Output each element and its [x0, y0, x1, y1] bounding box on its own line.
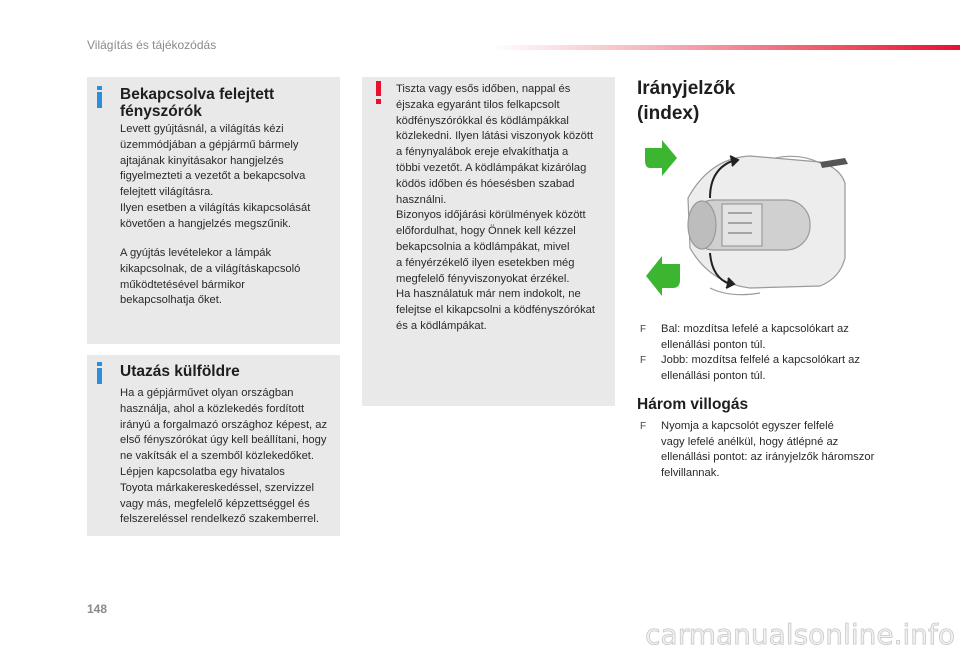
section-title: Világítás és tájékozódás — [87, 38, 217, 52]
green-arrow-left-icon — [646, 256, 680, 296]
lever-icon — [820, 158, 848, 168]
info-box-title: Utazás külföldre — [120, 363, 240, 380]
info-box-travel-abroad — [87, 355, 340, 536]
info-box-paragraph: Ha a gépjárművet olyan országban használja, ahol a közlekedés fordított irányú a forgalmazó országhoz képest, az első fényszórókat úgy kell beállítani, hogy ne vakítsák el a szemből közlekedőket. Lépjen kapcsolatba egy hivatalos Toyota márkakereskedéssel, szervizzel vagy más, megfelelő képzettséggel és felszereléssel rendelkező szakemberrel. — [120, 387, 328, 526]
warning-icon — [376, 81, 381, 104]
watermark-text: carmanualsonline.info — [645, 618, 955, 649]
warning-paragraph: Tiszta vagy esős időben, nappal és éjszaka egyaránt tilos felkapcsolt ködfényszórókkal és ködlámpákkal közlekedni. Ilyen látási viszonyok között a fénynyalábok ereje elvakíthatja a többi vezetőt. A ködlámpákat kizárólag ködös időben és hóesésben szabad használni. Bizonyos időjárási körülmények között előfordulhat, hogy Önnek kell kézzel bekapcsolnia a ködlámpákat, mivel a fényérzékelő ilyen esetekben még megfelelő fényviszonyokat érzékel. Ha használatuk már nem indokolt, ne felejtse el kikapcsolni a ködfényszórókat és a ködlámpákat. — [396, 83, 595, 332]
info-icon — [97, 362, 102, 384]
indicator-stalk-illustration — [640, 138, 875, 303]
info-box-paragraph: Levett gyújtásnál, a világítás kézi üzemmódjában a gépjármű bármely ajtajának kinyitásakor hangjelzés figyelmezteti a vezetőt a bekapcsolva felejtett világításra. Ilyen esetben a világítás kikapcsolását követően a hangjelzés megszűnik. — [120, 123, 311, 230]
info-box-lights-left-on — [87, 77, 340, 344]
info-icon — [97, 86, 102, 108]
warning-box-fog-lights — [362, 77, 615, 406]
bullet-marker-icon: F — [640, 324, 647, 335]
bullet-marker-icon: F — [640, 355, 647, 367]
list-item — [640, 322, 860, 353]
section-subtitle: Három villogás — [637, 396, 749, 413]
triple-flash-instructions — [640, 419, 874, 481]
list-item-text: Nyomja a kapcsolót egyszer felfelé vagy lefelé anélkül, hogy átlépné az ellenállási pontot: az irányjelzők háromszor felvillannak. — [661, 420, 875, 479]
steering-stalk-icon — [688, 156, 845, 295]
list-item — [640, 353, 860, 384]
list-item-text: Jobb: mozdítsa felfelé a kapcsolókart az ellenállási ponton túl. — [661, 354, 860, 382]
watermark — [0, 616, 960, 649]
indicator-instructions — [640, 322, 860, 384]
page-number: 148 — [87, 602, 108, 616]
list-item-text: Bal: mozdítsa lefelé a kapcsolókart az ellenállási ponton túl. — [661, 323, 849, 351]
page-title: Irányjelzők (index) — [637, 78, 736, 124]
list-item — [640, 419, 874, 481]
green-arrow-right-icon — [645, 140, 677, 176]
header-accent-line — [490, 45, 960, 50]
info-box-paragraph: A gyújtás levételekor a lámpák kikapcsolnak, de a világításkapcsoló működtetésével bármikor bekapcsolhatja őket. — [120, 247, 301, 307]
info-box-title: Bekapcsolva felejtett fényszórók — [120, 86, 275, 120]
bullet-marker-icon: F — [640, 421, 647, 432]
